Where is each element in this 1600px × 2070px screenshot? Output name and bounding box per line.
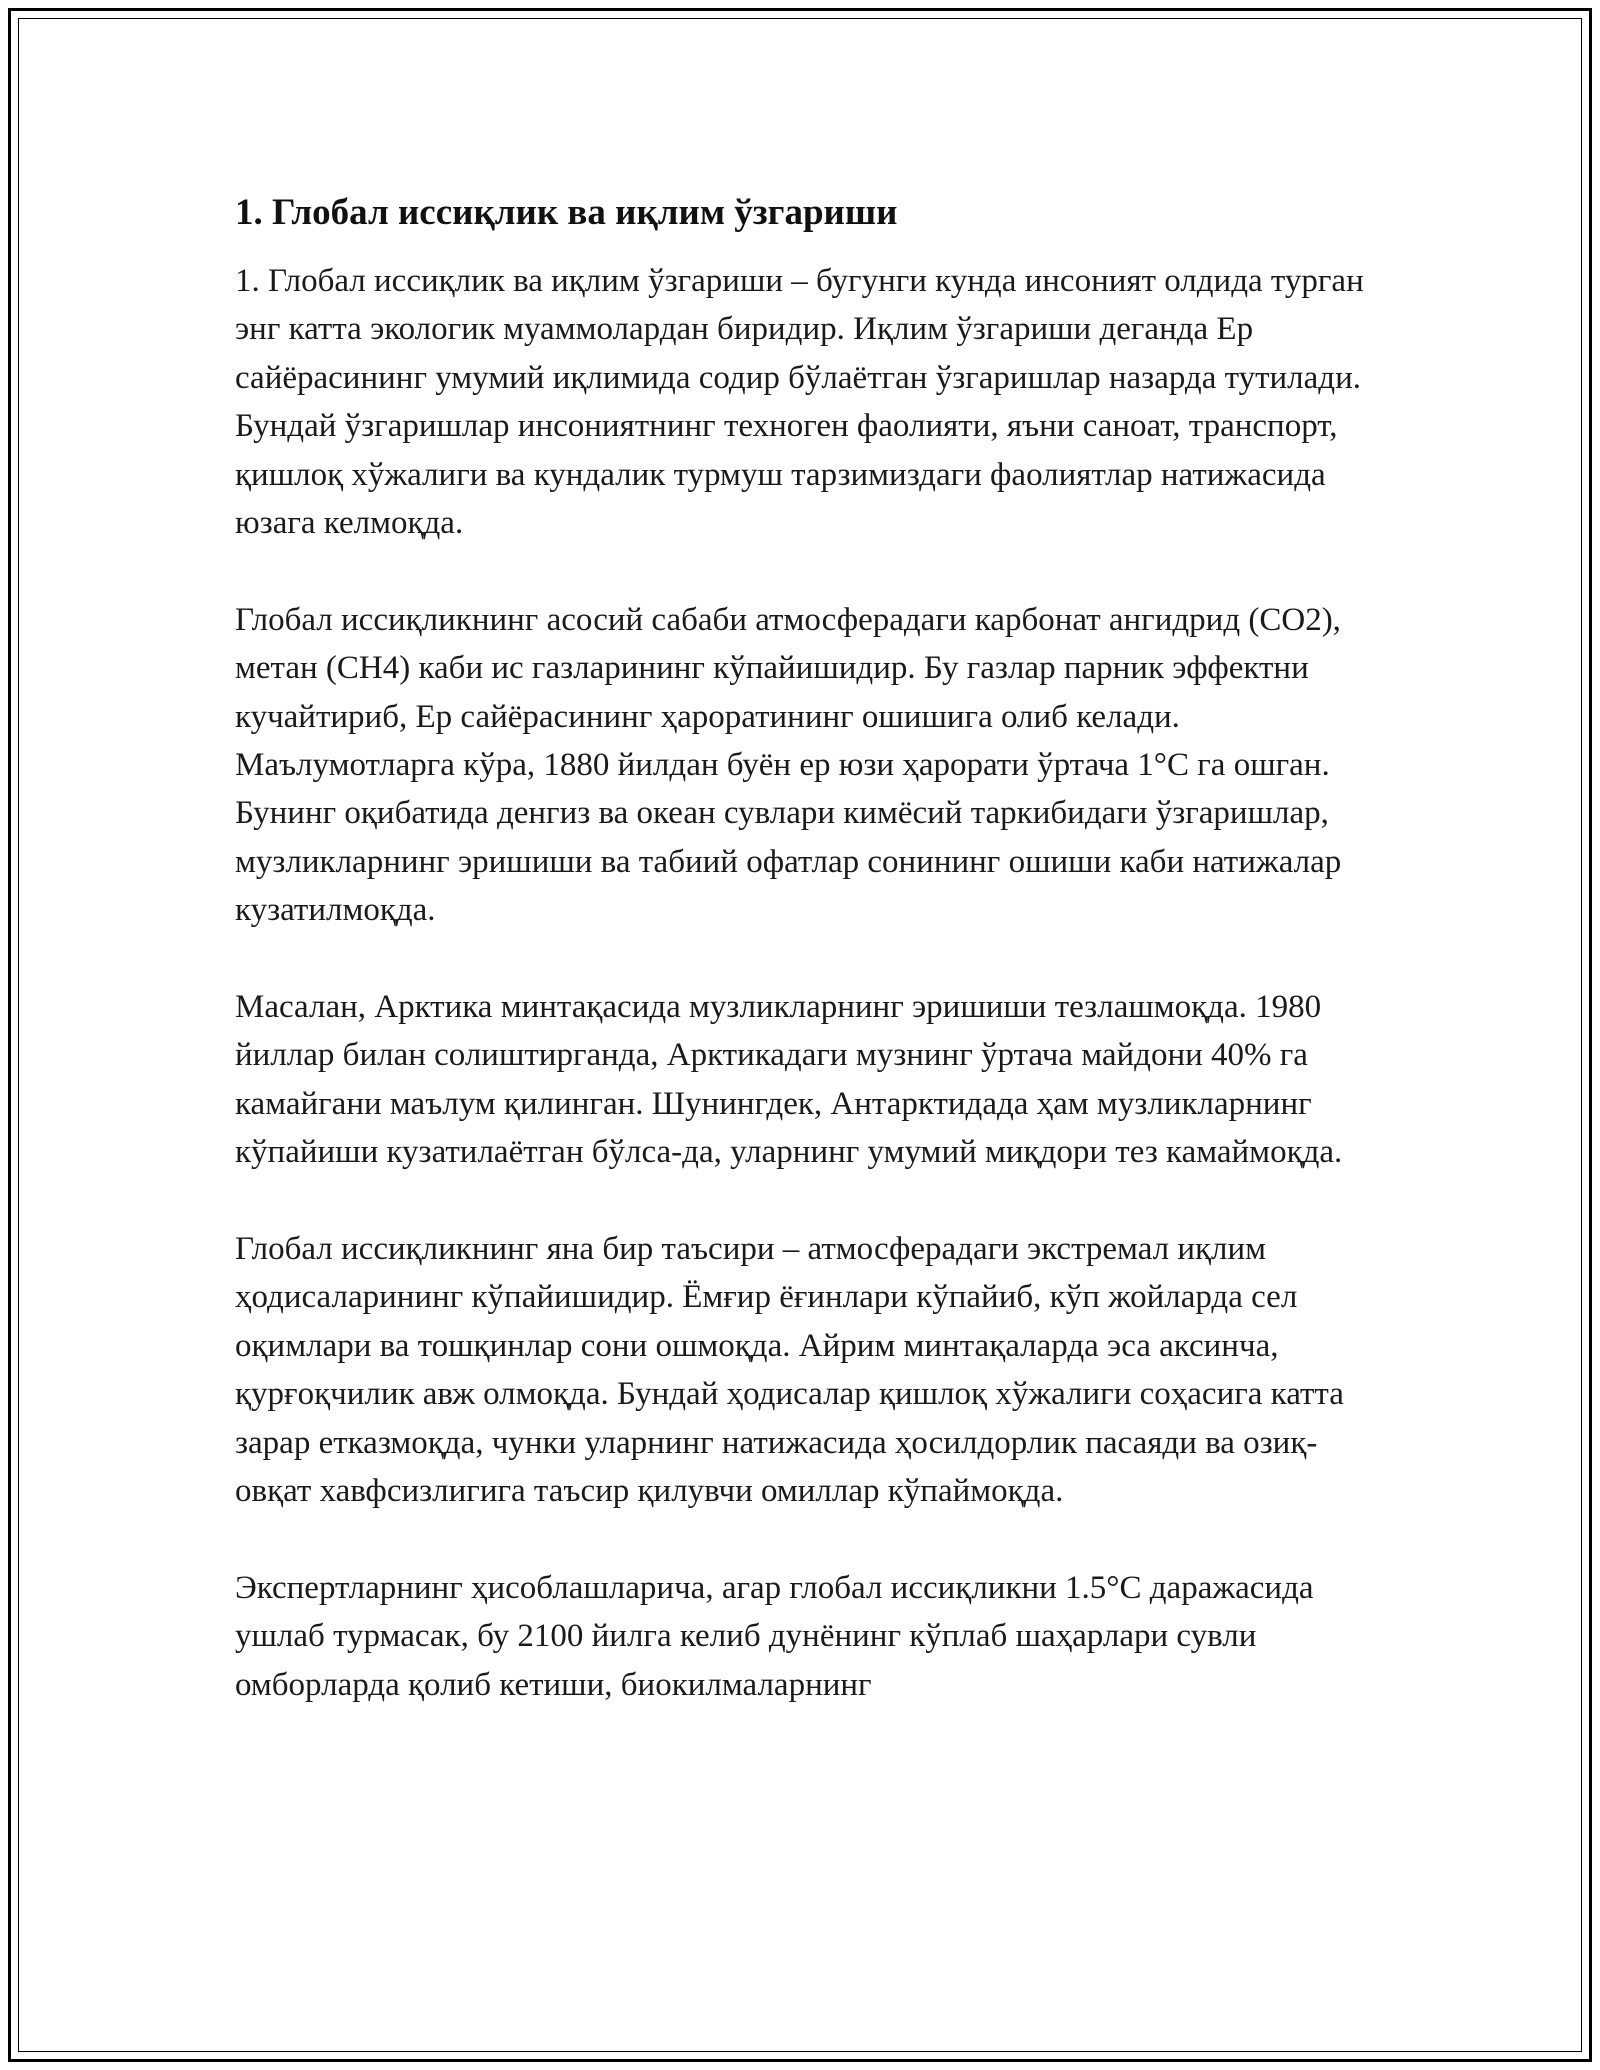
section-heading: 1. Глобал иссиқлик ва иқлим ўзгариши (235, 192, 898, 233)
paragraph-causes: Глобал иссиқликнинг асосий сабаби атмосферадаги карбонат ангидрид (CO2), метан (CH4) каби ис газларининг кўпайишидир. Бу газлар парник эффектни кучайтириб, Ер сайёрасининг ҳароратининг ошишига олиб келади. Маълумотларга кўра, 1880 йилдан буён ер юзи ҳарорати ўртача 1°C га ошган. Бунинг оқибатида денгиз ва океан сувлари кимёсий таркибидаги ўзгаришлар, музликларнинг эришиши ва табиий офатлар сонининг ошиши каби натижалар кузатилмоқда. (235, 601, 1342, 929)
paragraph-intro: 1. Глобал иссиқлик ва иқлим ўзгариши – бугунги кунда инсоният олдида турган энг катта экологик муаммолардан биридир. Иқлим ўзгариши деганда Ер сайёрасининг умумий иқлимида содир бўлаётган ўзгаришлар назарда тутилади. Бундай ўзгаришлар инсониятнинг техноген фаолияти, яъни саноат, транспорт, қишлоқ хўжалиги ва кундалик турмуш тарзимиздаги фаолиятлар натижасида юзага келмоқда. (235, 263, 1364, 542)
paragraph-expert-forecast: Экспертларнинг ҳисоблашларича, агар глобал иссиқликни 1.5°C даражасида ушлаб турмасак, бу 2100 йилга келиб дунёнинг кўплаб шаҳарлари сувли омборларда қолиб кетиши, биокилмаларнинг (235, 1569, 1314, 1703)
paragraph-extreme-weather: Глобал иссиқликнинг яна бир таъсири – атмосферадаги экстремал иқлим ҳодисаларининг кўпайишидир. Ёмғир ёғинлари кўпайиб, кўп жойларда сел оқимлари ва тошқинлар сони ошмоқда. Айрим минтақаларда эса аксинча, қурғоқчилик авж олмоқда. Бундай ҳодисалар қишлоқ хўжалиги соҳасига катта зарар етказмоқда, чунки уларнинг натижасида ҳосилдорлик пасаяди ва озиқ-овқат хавфсизлигига таъсир қилувчи омиллар кўпаймоқда. (235, 1231, 1344, 1510)
document-body (235, 183, 1370, 1709)
paragraph-arctic: Масалан, Арктика минтақасида музликларнинг эришиши тезлашмоқда. 1980 йиллар билан солиштирганда, Арктикадаги музнинг ўртача майдони 40% га камайгани маълум қилинган. Шунингдек, Антарктидада ҳам музликларнинг кўпайиши кузатилаётган бўлса-да, уларнинг умумий миқдори тез камаймоқда. (235, 989, 1343, 1171)
